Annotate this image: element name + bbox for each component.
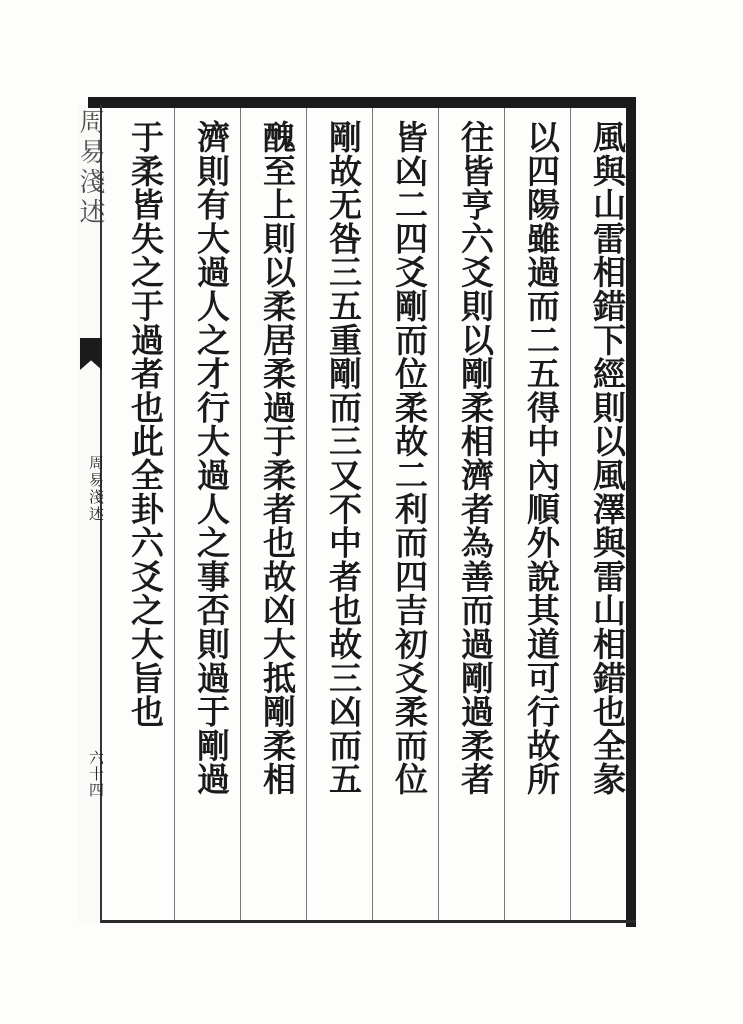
text-column-3 <box>446 120 504 796</box>
column-text: 于柔皆失之于過者也此全卦六爻之大旨也 <box>126 120 165 729</box>
text-column-1 <box>578 120 636 796</box>
page-number: 六十四 <box>87 750 105 798</box>
column-text: 往皆亨六爻則以剛柔相濟者為善而過剛過柔者 <box>456 120 495 796</box>
column-text: 以四陽雖過而二五得中內順外說其道可行故所 <box>522 120 561 796</box>
column-rule <box>438 108 439 920</box>
running-head: 周易淺述 <box>75 108 105 228</box>
column-text: 濟則有大過人之才行大過人之事否則過于剛過 <box>192 120 231 796</box>
column-rule <box>504 108 505 920</box>
column-rule <box>174 108 175 920</box>
book-title: 周易淺述 <box>87 455 105 523</box>
text-column-2 <box>512 120 570 796</box>
column-rule <box>570 108 571 920</box>
column-rule <box>240 108 241 920</box>
text-column-6 <box>248 120 306 796</box>
text-column-5 <box>314 120 372 796</box>
text-column-4 <box>380 120 438 796</box>
column-text: 剛故无咎三五重剛而三又不中者也故三凶而五 <box>324 120 363 796</box>
column-text: 風與山雷相錯下經則以風澤與雷山相錯也全彖 <box>588 120 627 796</box>
frame-top-border <box>88 97 636 108</box>
text-column-7 <box>182 120 240 796</box>
column-text: 醜至上則以柔居柔過于柔者也故凶大抵剛柔相 <box>258 120 297 796</box>
column-rule <box>306 108 307 920</box>
column-rule <box>372 108 373 920</box>
column-text: 皆凶二四爻剛而位柔故二利而四吉初爻柔而位 <box>390 120 429 796</box>
text-column-8 <box>116 120 174 728</box>
frame-bottom-border <box>102 920 636 923</box>
